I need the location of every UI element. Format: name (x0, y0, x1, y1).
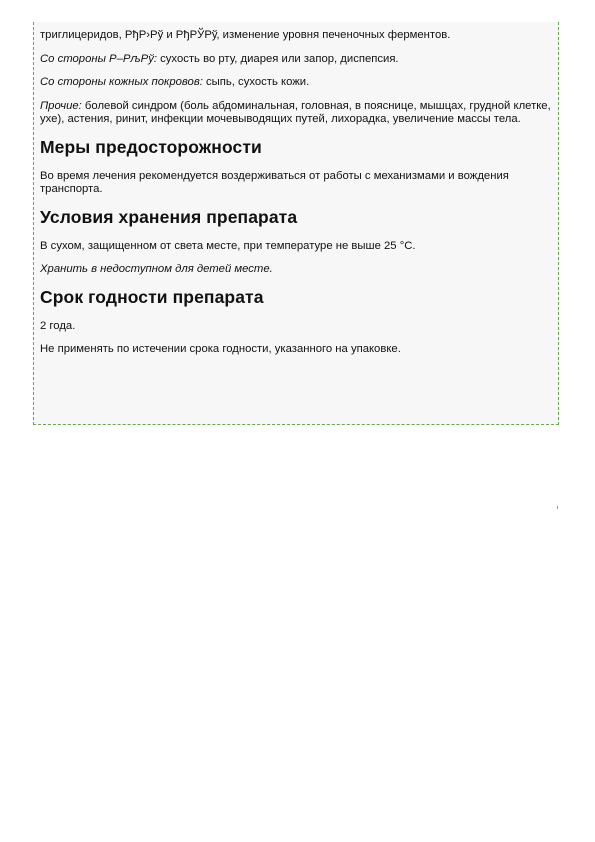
storage-text: В сухом, защищенном от света месте, при температуре не выше 25 °C. (40, 239, 416, 252)
shelf-life-heading: Срок годности препарата (40, 286, 264, 307)
adverse-skin-paragraph (40, 76, 552, 90)
adverse-gi-text: сухость во рту, диарея или запор, диспепсия. (157, 52, 399, 65)
adverse-other-paragraph (40, 100, 552, 127)
precautions-heading: Меры предосторожности (40, 136, 262, 157)
precautions-text: Во время лечения рекомендуется воздерживаться от работы с механизмами и вождения транспорта. (40, 169, 509, 195)
adverse-gi-paragraph (40, 53, 552, 67)
shelf-life-note: Не применять по истечении срока годности, указанного на упаковке. (40, 343, 401, 355)
adverse-skin-text: сыпь, сухость кожи. (202, 76, 310, 88)
storage-heading: Условия хранения препарата (40, 206, 298, 227)
adverse-other-label: Прочие: (40, 99, 82, 112)
adverse-effects-continued: триглицеридов, РђР›Рў и РђРЎРў, изменение уровня печеночных ферментов. (40, 29, 451, 41)
stray-mark (557, 506, 558, 509)
adverse-gi-label: Со стороны Р–РљРў: (40, 52, 157, 65)
adverse-other-text: болевой синдром (боль абдоминальная, головная, в пояснице, мышцах, грудной клетке, ухе), астения, ринит, инфекции мочевыводящих путей, лихорадка, увеличение массы тела. (40, 99, 551, 125)
shelf-life-value: 2 года. (40, 319, 76, 332)
adverse-skin-label: Со стороны кожных покровов: (40, 76, 203, 88)
drug-info-panel (33, 22, 559, 425)
storage-note: Хранить в недоступном для детей месте. (40, 263, 273, 275)
